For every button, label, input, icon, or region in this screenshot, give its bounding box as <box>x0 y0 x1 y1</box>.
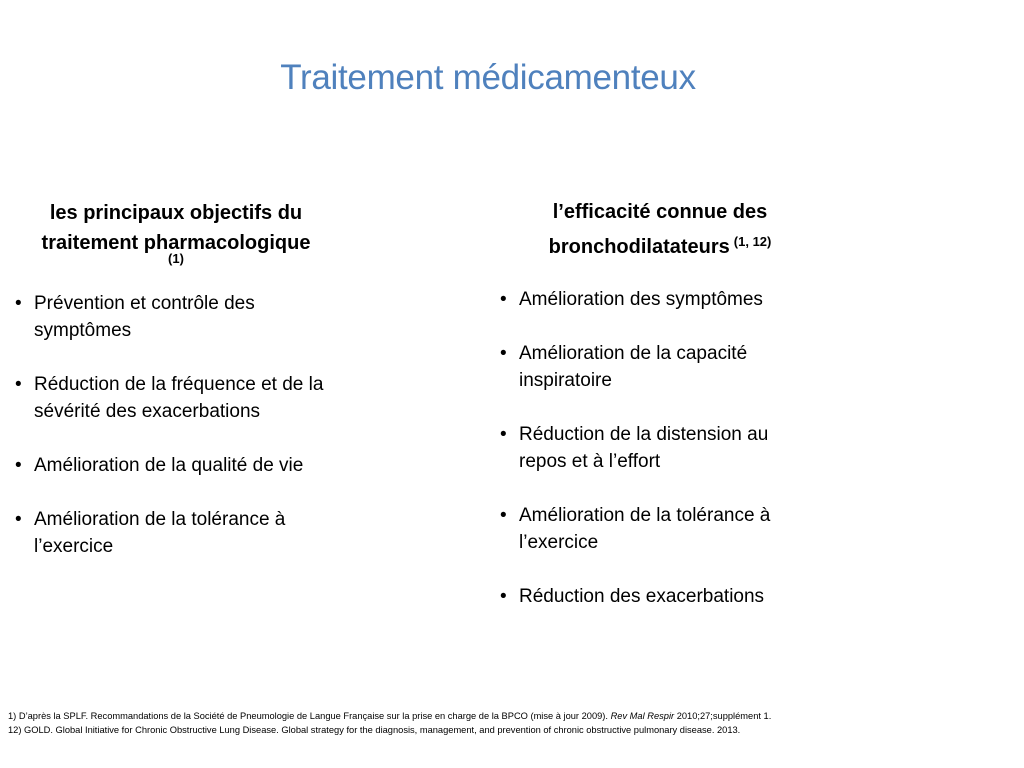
objectives-column <box>10 198 340 587</box>
list-item: • Amélioration de la tolérance à l’exercice <box>10 506 340 560</box>
objectives-heading-ref: (1) <box>168 251 184 266</box>
list-item: • Amélioration de la capacité inspiratoire <box>495 340 815 394</box>
efficacy-heading <box>495 197 825 262</box>
objectives-list <box>10 290 340 560</box>
list-item: • Réduction de la distension au repos et à l’effort <box>495 421 815 475</box>
footnote-12: 12) GOLD. Global Initiative for Chronic Obstructive Lung Disease. Global strategy for the diagnosis, management, and prevention of chronic obstructive pulmonary disease. 2013. <box>8 725 741 735</box>
footnote-1-journal: Rev Mal Respir <box>610 711 675 721</box>
footnote-1-tail: 2010;27;supplément 1. <box>674 711 772 721</box>
list-item: • Amélioration des symptômes <box>495 286 815 313</box>
list-item: • Amélioration de la tolérance à l’exercice <box>495 502 815 556</box>
footnote-1 <box>8 709 808 723</box>
list-item: • Réduction des exacerbations <box>495 583 815 610</box>
list-item: • Amélioration de la qualité de vie <box>10 452 340 479</box>
efficacy-column <box>495 197 815 637</box>
list-item: • Prévention et contrôle des symptômes <box>10 290 340 344</box>
footnote-1-text: 1) D’après la SPLF. Recommandations de la Société de Pneumologie de Langue Française sur la prise en charge de la BPCO (mise à jour 2009). <box>8 711 611 721</box>
objectives-heading <box>10 198 340 265</box>
footnotes <box>8 709 808 737</box>
efficacy-list <box>495 286 815 610</box>
list-item: • Réduction de la fréquence et de la sévérité des exacerbations <box>10 371 340 425</box>
objectives-heading-text: les principaux objectifs du traitement pharmacologique <box>41 202 311 254</box>
slide-title: Traitement médicamenteux <box>280 58 696 97</box>
efficacy-heading-ref: (1, 12) <box>733 234 772 249</box>
efficacy-heading-text: l’efficacité connue des bronchodilatateurs <box>548 201 768 258</box>
